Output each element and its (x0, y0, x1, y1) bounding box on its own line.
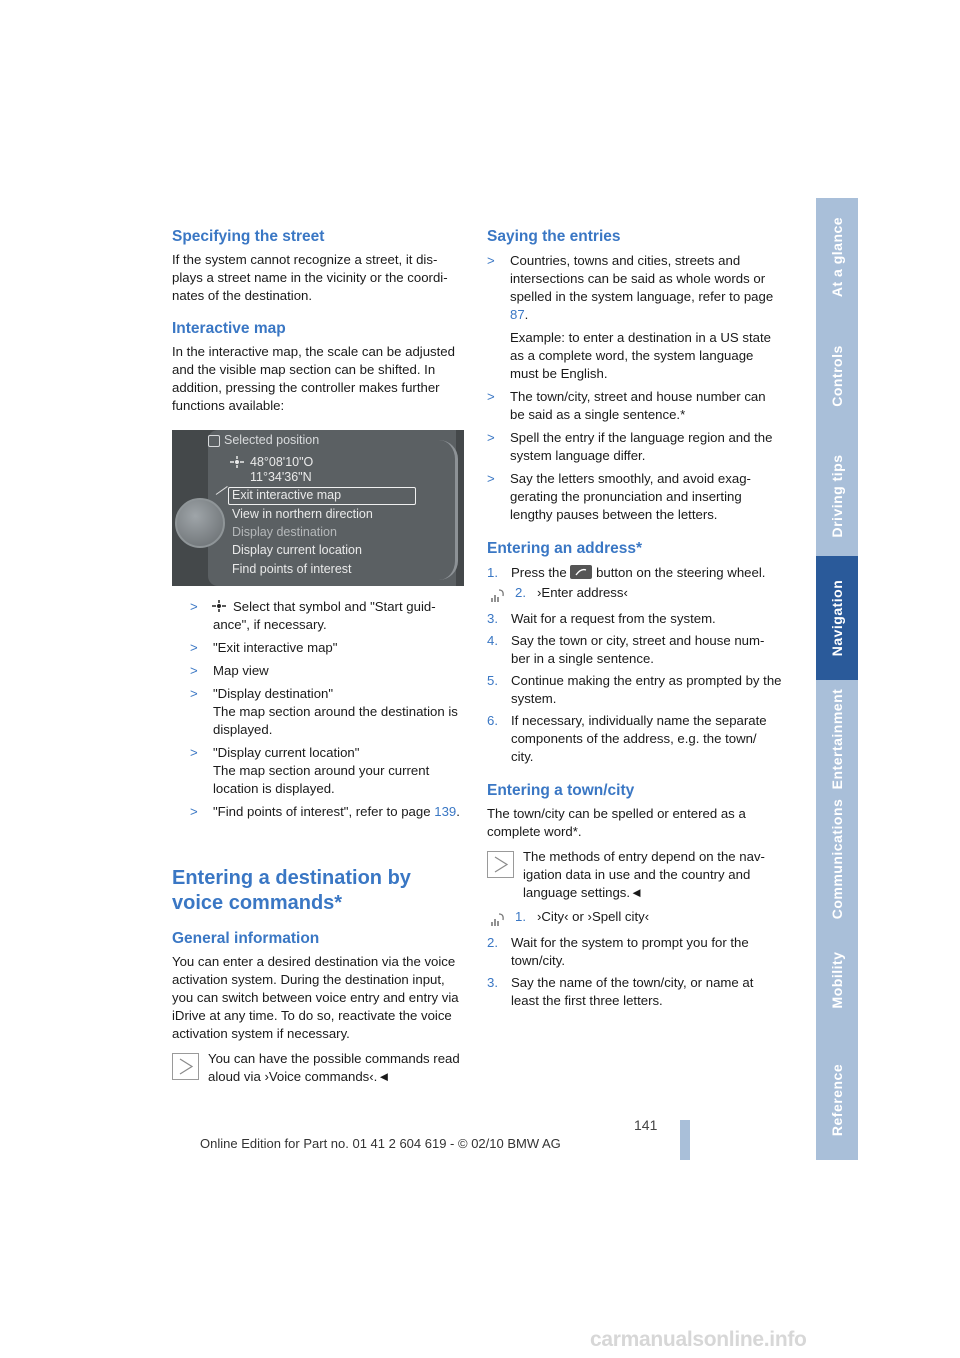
list-item: > The town/city, street and house number can be said as a single sentence.* (487, 388, 782, 424)
list-text: The town/city, street and house number can be said as a single sentence.* (510, 389, 766, 422)
section-tabs (816, 198, 858, 1160)
coordinate-lat: 48°08'10"O (250, 455, 314, 469)
footer-bar (680, 1120, 690, 1160)
list-text: "Display destination" (213, 686, 334, 701)
left-column (172, 228, 467, 415)
step-text: Say the name of the town/city, or name at least the first three letters. (511, 975, 754, 1008)
list-text: "Find points of interest", refer to page (213, 804, 431, 819)
chapter-heading-line1: Entering a destination by (172, 867, 411, 889)
note-icon (172, 1053, 199, 1080)
page-link[interactable]: 139 (434, 804, 457, 819)
list-text: "Exit interactive map" (213, 640, 338, 655)
tab-mobility[interactable] (816, 920, 858, 1042)
step: 2. Wait for the system to prompt you for the town/city. (487, 934, 782, 970)
step-text: Wait for a request from the system. (511, 611, 716, 626)
step-text: Press the (511, 565, 567, 580)
tab-at-a-glance[interactable] (816, 198, 858, 318)
list-item: > "Display current location" The map section around your current location is displayed. (190, 744, 470, 798)
section-heading: General information (172, 930, 320, 947)
tab-label: Reference (829, 1063, 845, 1137)
crosshair-icon (212, 600, 226, 612)
list-item: > "Exit interactive map" (190, 639, 470, 657)
microphone-icon (487, 584, 509, 606)
voice-command: ›Enter address‹ (537, 585, 628, 600)
voice-command-row: 1. ›City‹ or ›Spell city‹ (487, 908, 782, 930)
menu-item-current-location[interactable]: Display current location (232, 543, 362, 557)
note-icon (487, 851, 514, 878)
step: 6. If necessary, individually name the separate components of the address, e.g. the town/ city. (487, 712, 782, 766)
note (487, 848, 782, 902)
note-text: You can have the possible commands read aloud via ›Voice commands‹.◄ (208, 1051, 460, 1084)
list-subtext: The map section around your current location is displayed. (213, 763, 430, 796)
tab-entertainment[interactable] (816, 680, 858, 800)
step-text: If necessary, individually name the separate components of the address, e.g. the town/ city. (511, 713, 767, 764)
step: 3. Say the name of the town/city, or name at least the first three letters. (487, 974, 782, 1010)
tab-controls[interactable] (816, 316, 858, 438)
menu-item-destination[interactable]: Display destination (232, 525, 337, 539)
chapter-heading-line2: voice commands* (172, 892, 343, 914)
list-item: > Say the letters smoothly, and avoid exag-gerating the pronunciation and inserting lengthy pauses between the letters. (487, 470, 782, 524)
page-link[interactable]: 87 (510, 307, 525, 322)
tab-label: Communications (829, 798, 845, 920)
voice-section (172, 866, 467, 1086)
controller-knob (175, 498, 225, 548)
watermark: carmanualsonline.info (590, 1328, 807, 1351)
list-item: > "Display destination" The map section around the destination is displayed. (190, 685, 470, 739)
list-text: "Display current location" (213, 745, 360, 760)
voice-command-row: 2. ›Enter address‹ (487, 584, 782, 606)
tab-label: Controls (829, 345, 845, 407)
position-icon (208, 435, 220, 447)
tab-label: Entertainment (829, 688, 845, 790)
step-text: Continue making the entry as prompted by the system. (511, 673, 782, 706)
section-heading: Saying the entries (487, 228, 621, 245)
step-text: button on the steering wheel. (596, 565, 766, 580)
list-item: > "Find points of interest", refer to page 139. (190, 804, 460, 819)
step-text: Say the town or city, street and house num-ber in a single sentence. (511, 633, 765, 666)
list-subtext: The map section around the destination is displayed. (213, 704, 458, 737)
section-heading: Specifying the street (172, 228, 325, 245)
section-heading: Entering an address* (487, 540, 643, 557)
right-column (487, 228, 782, 1010)
paragraph: The town/city can be spelled or entered as a complete word*. (487, 806, 746, 839)
menu-item-poi[interactable]: Find points of interest (232, 562, 352, 576)
voice-command: ›City‹ or ›Spell city‹ (537, 909, 650, 924)
paragraph: If the system cannot recognize a street, it dis-plays a street name in the vicinity or the coordi-nates of the destination. (172, 252, 448, 303)
microphone-icon (487, 908, 509, 930)
tab-navigation[interactable] (816, 556, 858, 682)
list-text: Say the letters smoothly, and avoid exag-gerating the pronunciation and inserting lengthy pauses between the letters. (510, 471, 751, 522)
paragraph: In the interactive map, the scale can be adjusted and the visible map section can be shifted. In addition, pressing the controller makes further functions available: (172, 344, 455, 413)
tab-driving-tips[interactable] (816, 436, 858, 558)
idrive-screen-image (172, 430, 464, 586)
list-text: Spell the entry if the language region and the system language differ. (510, 430, 773, 463)
list-item: > Map view (190, 662, 470, 680)
interactive-list (190, 598, 470, 821)
coordinate-lon: 11°34'36"N (250, 470, 312, 484)
tab-reference[interactable] (816, 1040, 858, 1162)
tab-label: At a glance (829, 216, 845, 298)
menu-item-exit[interactable]: Exit interactive map (232, 488, 342, 502)
menu-item-north[interactable]: View in northern direction (232, 507, 373, 521)
page-number: 141 (634, 1117, 658, 1133)
edition-line: Online Edition for Part no. 01 41 2 604 619 - © 02/10 BMW AG (200, 1136, 561, 1151)
section-heading: Entering a town/city (487, 782, 635, 799)
step-text: Wait for the system to prompt you for the town/city. (511, 935, 749, 968)
list-text: Map view (213, 663, 269, 678)
tab-label: Mobility (829, 951, 845, 1009)
list-item: > Countries, towns and cities, streets and intersections can be said as whole words or spelled in the system language, refer to page 87. Example: to enter a destination in a US state as a complete word, the system language must be English. (487, 252, 782, 383)
note (172, 1050, 467, 1086)
screen-rim (439, 440, 458, 580)
step: 3. Wait for a request from the system. (487, 610, 782, 628)
voice-button-icon (570, 565, 592, 579)
step: 1. Press the button on the steering wheel. (487, 565, 766, 580)
list-text: Countries, towns and cities, streets and intersections can be said as whole words or spelled in the system language, refer to page (510, 253, 774, 304)
list-subtext: Example: to enter a destination in a US state as a complete word, the system language must be English. (510, 330, 771, 381)
screen-title: Selected position (224, 433, 320, 447)
tab-communications[interactable] (816, 798, 858, 922)
step: 4. Say the town or city, street and house num-ber in a single sentence. (487, 632, 782, 668)
crosshair-icon (230, 456, 244, 468)
section-heading: Interactive map (172, 320, 286, 337)
step: 5. Continue making the entry as prompted by the system. (487, 673, 782, 706)
list-item: > Select that symbol and "Start guid-ance", if necessary. (190, 598, 470, 634)
tab-label: Navigation (829, 579, 845, 657)
note-text: The methods of entry depend on the nav-igation data in use and the country and language settings.◄ (523, 849, 765, 900)
tab-label: Driving tips (829, 454, 845, 538)
list-item: > Spell the entry if the language region and the system language differ. (487, 429, 782, 465)
paragraph: You can enter a desired destination via the voice activation system. During the destination input, you can switch between voice entry and entry via iDrive at any time. To do so, reactivate the voice activation system if necessary. (172, 954, 459, 1041)
list-text: Select that symbol and "Start guid-ance", if necessary. (213, 599, 436, 632)
